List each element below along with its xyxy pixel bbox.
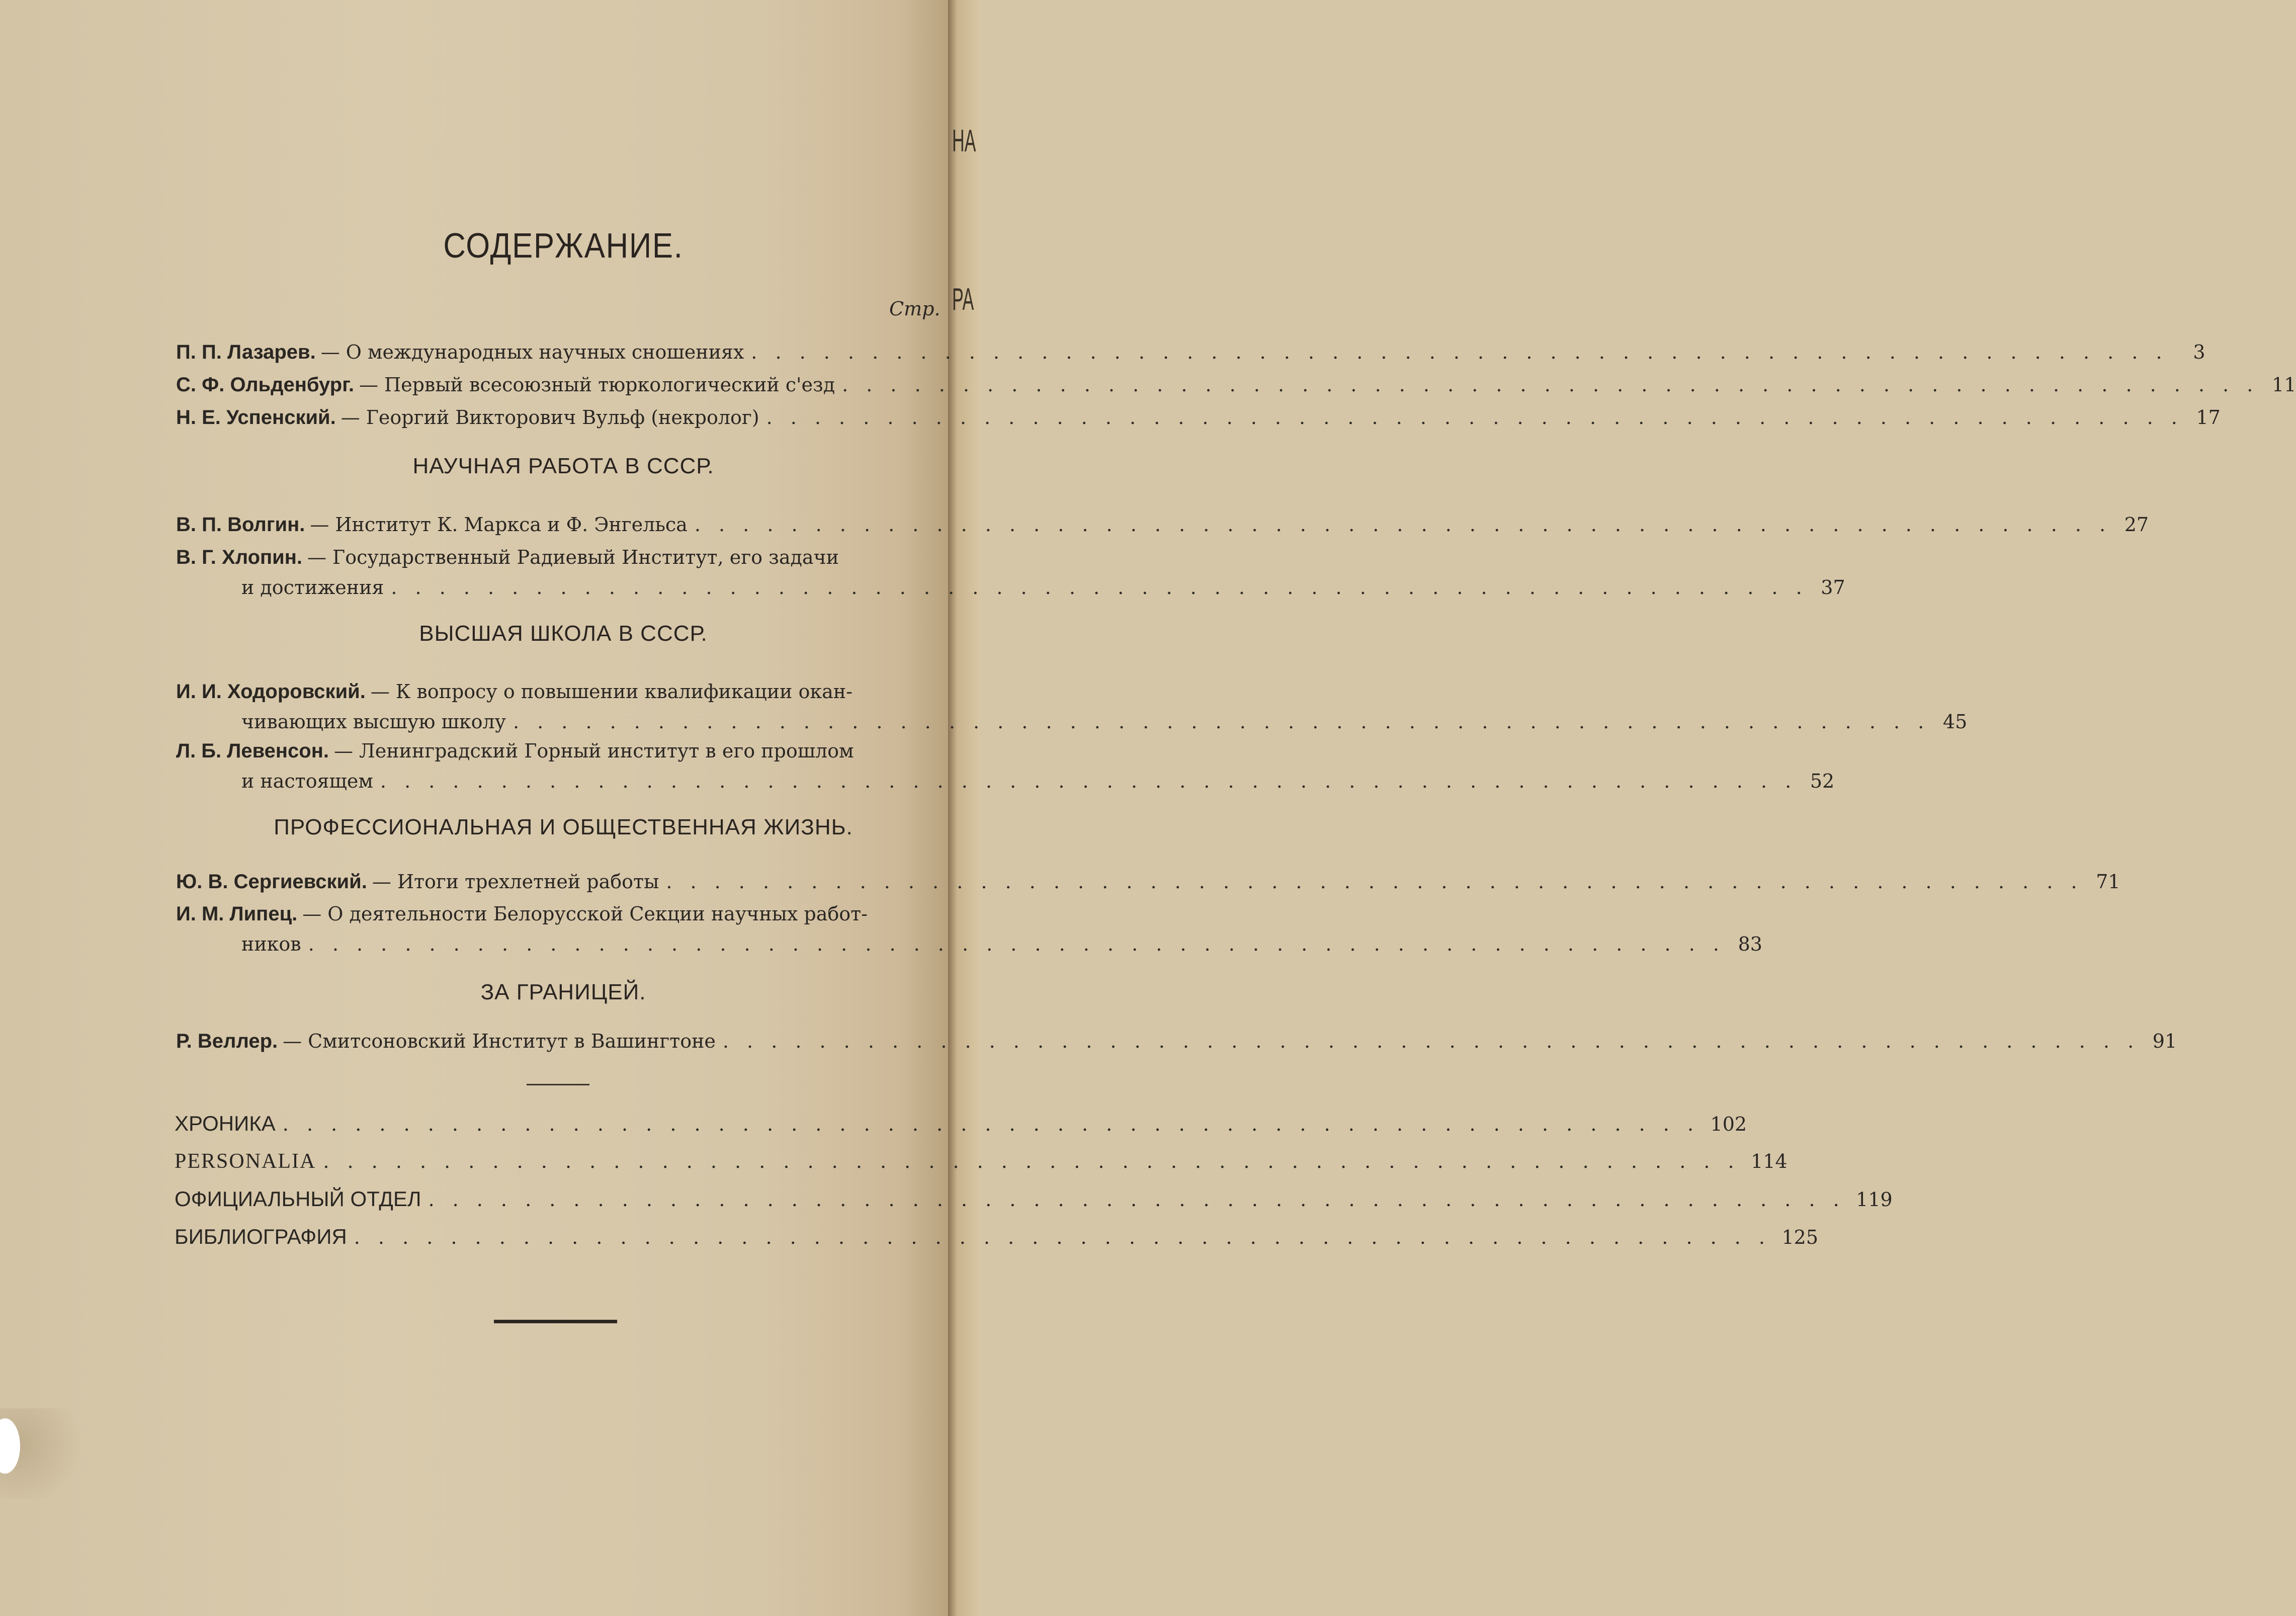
- entry-title-continued: чивающих высшую школу: [241, 711, 506, 733]
- entry-title: Первый всесоюзный тюркологический с'езд: [384, 374, 835, 396]
- misc-entry-label: ХРОНИКА: [175, 1112, 276, 1135]
- entry-dash: —: [320, 341, 340, 363]
- section-heading: ПРОФЕССИОНАЛЬНАЯ И ОБЩЕСТВЕННАЯ ЖИЗНЬ.: [274, 815, 853, 839]
- entry-page-number: 114: [1751, 1150, 1788, 1172]
- entry-title-continued: и настоящем: [241, 770, 373, 792]
- dot-leader: . . . . . . . . . . . . . . . . . . . . . . . . . . . . . . . . . . . . . . . . . . . . . . . . . . . . . . . . . . .: [380, 770, 1798, 792]
- next-page-edge-text: РА: [952, 282, 974, 317]
- separator-rule: [527, 1084, 589, 1085]
- toc-entry: [176, 402, 2221, 433]
- entry-author: Л. Б. Левенсон.: [176, 740, 329, 762]
- entry-page-number: 71: [2096, 871, 2120, 893]
- entry-page-number: 119: [1856, 1188, 1893, 1211]
- entry-author: В. П. Волгин.: [176, 514, 305, 536]
- entry-author: П. П. Лазарев.: [176, 341, 316, 363]
- section-heading: ЗА ГРАНИЦЕЙ.: [480, 980, 646, 1004]
- entry-dash: —: [307, 546, 327, 568]
- entry-page-number: 45: [1942, 711, 1968, 733]
- entry-author: Р. Веллер.: [176, 1030, 278, 1052]
- toc-misc-entry: [175, 1187, 1893, 1218]
- contents-heading: СОДЕРЖАНИЕ.: [443, 226, 684, 265]
- entry-page-number: 37: [1821, 576, 1845, 599]
- entry-dash: —: [359, 374, 378, 396]
- entry-author: Ю. В. Сергиевский.: [176, 871, 367, 893]
- dot-leader: . . . . . . . . . . . . . . . . . . . . . . . . . . . . . . . . . . . . . . . . . . . . . . . . . . . . . . . . . . .: [428, 1188, 1845, 1211]
- section-heading: НАУЧНАЯ РАБОТА В СССР.: [412, 454, 714, 478]
- entry-dash: —: [302, 903, 322, 925]
- entry-page-number: 52: [1810, 770, 1835, 792]
- misc-entry-label: ОФИЦИАЛЬНЫЙ ОТДЕЛ: [175, 1187, 421, 1211]
- entry-page-number: 125: [1781, 1226, 1819, 1248]
- page-column-label: Стр.: [889, 298, 941, 320]
- closing-rule: [494, 1320, 617, 1323]
- entry-author: И. И. Ходоровский.: [176, 681, 366, 703]
- entry-title: Георгий Викторович Вульф (некролог): [366, 406, 759, 429]
- toc-misc-entry: [175, 1225, 1819, 1256]
- entry-page-number: 91: [2152, 1030, 2177, 1052]
- dot-leader: . . . . . . . . . . . . . . . . . . . . . . . . . . . . . . . . . . . . . . . . . . . . . . . . . . . . . . . . . . .: [751, 341, 2168, 363]
- dot-leader: . . . . . . . . . . . . . . . . . . . . . . . . . . . . . . . . . . . . . . . . . . . . . . . . . . . . . . . . . . .: [391, 576, 1808, 599]
- entry-title: Институт К. Маркса и Ф. Энгельса: [335, 514, 688, 536]
- dot-leader: . . . . . . . . . . . . . . . . . . . . . . . . . . . . . . . . . . . . . . . . . . . . . . . . . . . . . . . . . . .: [323, 1150, 1740, 1172]
- toc-entry: [176, 1026, 2177, 1056]
- entry-page-number: 83: [1738, 933, 1762, 955]
- entry-title-continued: ников: [241, 933, 301, 955]
- entry-page-number: 11: [2272, 374, 2296, 396]
- toc-entry: [176, 509, 2149, 540]
- entry-title: Государственный Радиевый Институт, его задачи: [332, 546, 839, 568]
- dot-leader: . . . . . . . . . . . . . . . . . . . . . . . . . . . . . . . . . . . . . . . . . . . . . . . . . . . . . . . . . . .: [694, 514, 2112, 536]
- entry-page-number: 102: [1710, 1113, 1747, 1135]
- misc-entry-label: БИБЛИОГРАФИЯ: [175, 1225, 347, 1248]
- entry-title-continued: и достижения: [241, 576, 384, 599]
- toc-entry: [176, 736, 1835, 796]
- next-page-edge-text: НА: [952, 124, 976, 158]
- section-heading: ВЫСШАЯ ШКОЛА В СССР.: [419, 621, 708, 646]
- toc-entry: [176, 899, 1762, 959]
- dot-leader: . . . . . . . . . . . . . . . . . . . . . . . . . . . . . . . . . . . . . . . . . . . . . . . . . . . . . . . . . . .: [722, 1030, 2140, 1052]
- entry-title: Итоги трехлетней работы: [397, 871, 659, 893]
- entry-dash: —: [341, 406, 360, 429]
- toc-entry: [176, 337, 2205, 367]
- entry-dash: —: [334, 740, 354, 762]
- entry-dash: —: [310, 514, 329, 536]
- entry-title: Ленинградский Горный институт в его прошлом: [359, 740, 854, 762]
- entry-page-number: 3: [2193, 341, 2205, 363]
- entry-title: О международных научных сношениях: [346, 341, 744, 363]
- entry-author: С. Ф. Ольденбург.: [176, 374, 354, 396]
- toc-misc-entry: [175, 1112, 1747, 1143]
- entry-dash: —: [370, 681, 390, 703]
- entry-title: О деятельности Белорусской Секции научных работ-: [327, 903, 868, 925]
- entry-page-number: 17: [2196, 406, 2221, 429]
- toc-entry: [176, 542, 1845, 603]
- entry-dash: —: [283, 1030, 302, 1052]
- entry-author: И. М. Липец.: [176, 903, 298, 925]
- dot-leader: . . . . . . . . . . . . . . . . . . . . . . . . . . . . . . . . . . . . . . . . . . . . . . . . . . . . . . . . . . .: [354, 1226, 1771, 1248]
- entry-title: Смитсоновский Институт в Вашингтоне: [308, 1030, 716, 1052]
- toc-entry: [176, 676, 1968, 737]
- entry-title: К вопросу о повышении квалификации окан-: [395, 681, 853, 703]
- entry-dash: —: [372, 871, 391, 893]
- dot-leader: . . . . . . . . . . . . . . . . . . . . . . . . . . . . . . . . . . . . . . . . . . . . . . . . . . . . . . . . . . .: [308, 933, 1725, 955]
- toc-entry: [176, 867, 2120, 897]
- dot-leader: . . . . . . . . . . . . . . . . . . . . . . . . . . . . . . . . . . . . . . . . . . . . . . . . . . . . . . . . . . .: [282, 1113, 1700, 1135]
- entry-author: В. Г. Хлопин.: [176, 546, 303, 568]
- entry-author: Н. Е. Успенский.: [176, 406, 336, 429]
- toc-entry: [176, 370, 2296, 400]
- dot-leader: . . . . . . . . . . . . . . . . . . . . . . . . . . . . . . . . . . . . . . . . . . . . . . . . . . . . . . . . . . .: [513, 711, 1930, 733]
- misc-entry-label: PERSONALIA: [175, 1150, 316, 1173]
- dot-leader: . . . . . . . . . . . . . . . . . . . . . . . . . . . . . . . . . . . . . . . . . . . . . . . . . . . . . . . . . . .: [766, 406, 2183, 429]
- toc-misc-entry: [175, 1149, 1788, 1180]
- entry-page-number: 27: [2124, 514, 2149, 536]
- dot-leader: . . . . . . . . . . . . . . . . . . . . . . . . . . . . . . . . . . . . . . . . . . . . . . . . . . . . . . . . . . .: [666, 871, 2083, 893]
- dot-leader: . . . . . . . . . . . . . . . . . . . . . . . . . . . . . . . . . . . . . . . . . . . . . . . . . . . . . . . . . . .: [842, 374, 2259, 396]
